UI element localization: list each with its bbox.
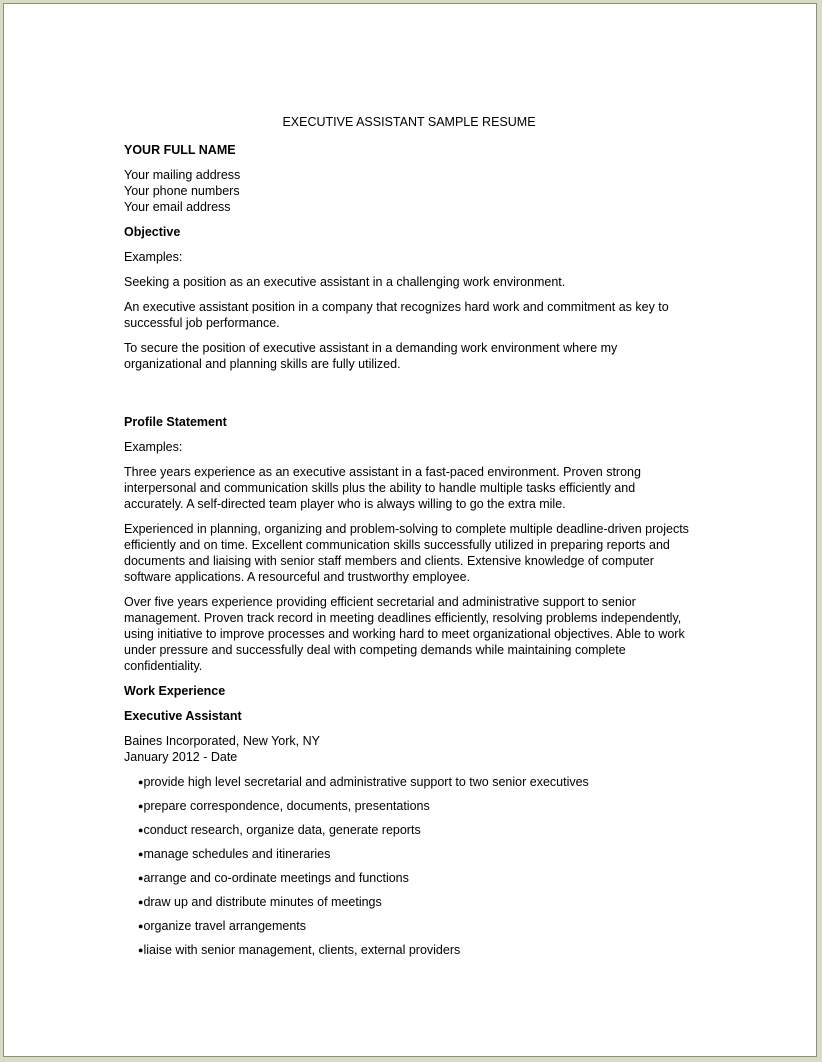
duty-text: organize travel arrangements xyxy=(143,919,307,933)
bullet-icon: ● xyxy=(138,825,144,835)
list-item xyxy=(138,894,694,910)
duty-text: draw up and distribute minutes of meetings xyxy=(143,895,382,909)
objective-example: An executive assistant position in a company that recognizes hard work and commitment as key to successful job performance. xyxy=(124,300,669,330)
company-name: Baines Incorporated, New York, NY xyxy=(124,734,320,748)
list-item xyxy=(138,870,694,886)
profile-example: Three years experience as an executive assistant in a fast-paced environment. Proven strong interpersonal and communication skills plus the ability to handle multiple tasks efficiently and accurately. A self-directed team player who is always willing to go the extra mile. xyxy=(124,465,641,511)
objective-intro: Examples: xyxy=(124,250,183,264)
duties-list xyxy=(124,774,694,958)
work-heading: Work Experience xyxy=(124,684,226,698)
list-item xyxy=(138,822,694,838)
profile-example: Over five years experience providing efficient secretarial and administrative support to senior management. Proven track record in meeting deadlines efficiently, resolving problems independently, using initiative to improve processes and working hard to meet organizational objectives. Able to work under pressure and successfully deal with competing demands while maintaining complete confidentiality. xyxy=(124,595,685,673)
objective-example: Seeking a position as an executive assistant in a challenging work environment. xyxy=(124,275,566,289)
profile-example: Experienced in planning, organizing and problem-solving to complete multiple deadline-driven projects efficiently and on time. Excellent communication skills successfully utilized in preparing reports and documents and liaising with senior staff members and clients. Extensive knowledge of computer software applications. A resourceful and trustworthy employee. xyxy=(124,522,689,584)
email-address: Your email address xyxy=(124,200,231,214)
list-item xyxy=(138,942,694,958)
bullet-icon: ● xyxy=(138,897,144,907)
mailing-address: Your mailing address xyxy=(124,168,241,182)
profile-intro: Examples: xyxy=(124,440,183,454)
duty-text: manage schedules and itineraries xyxy=(143,847,331,861)
list-item xyxy=(138,918,694,934)
list-item xyxy=(138,774,694,790)
bullet-icon: ● xyxy=(138,945,144,955)
duty-text: conduct research, organize data, generate reports xyxy=(143,823,421,837)
objective-example: To secure the position of executive assistant in a demanding work environment where my organizational and planning skills are fully utilized. xyxy=(124,341,618,371)
bullet-icon: ● xyxy=(138,801,144,811)
list-item xyxy=(138,798,694,814)
duty-text: liaise with senior management, clients, external providers xyxy=(143,943,461,957)
duty-text: arrange and co-ordinate meetings and functions xyxy=(143,871,409,885)
objective-heading: Objective xyxy=(124,225,181,239)
document-title: EXECUTIVE ASSISTANT SAMPLE RESUME xyxy=(282,115,536,129)
profile-heading: Profile Statement xyxy=(124,415,227,429)
bullet-icon: ● xyxy=(138,777,144,787)
document-page xyxy=(3,3,817,1057)
section-spacer xyxy=(124,381,694,414)
bullet-icon: ● xyxy=(138,849,144,859)
duty-text: prepare correspondence, documents, presentations xyxy=(143,799,430,813)
bullet-icon: ● xyxy=(138,873,144,883)
list-item xyxy=(138,846,694,862)
job-title: Executive Assistant xyxy=(124,709,242,723)
resume-content xyxy=(124,114,694,966)
contact-block xyxy=(124,167,694,215)
job-info xyxy=(124,733,694,765)
full-name: YOUR FULL NAME xyxy=(124,143,236,157)
bullet-icon: ● xyxy=(138,921,144,931)
job-dates: January 2012 - Date xyxy=(124,750,238,764)
phone-numbers: Your phone numbers xyxy=(124,184,240,198)
duty-text: provide high level secretarial and administrative support to two senior executives xyxy=(143,775,589,789)
